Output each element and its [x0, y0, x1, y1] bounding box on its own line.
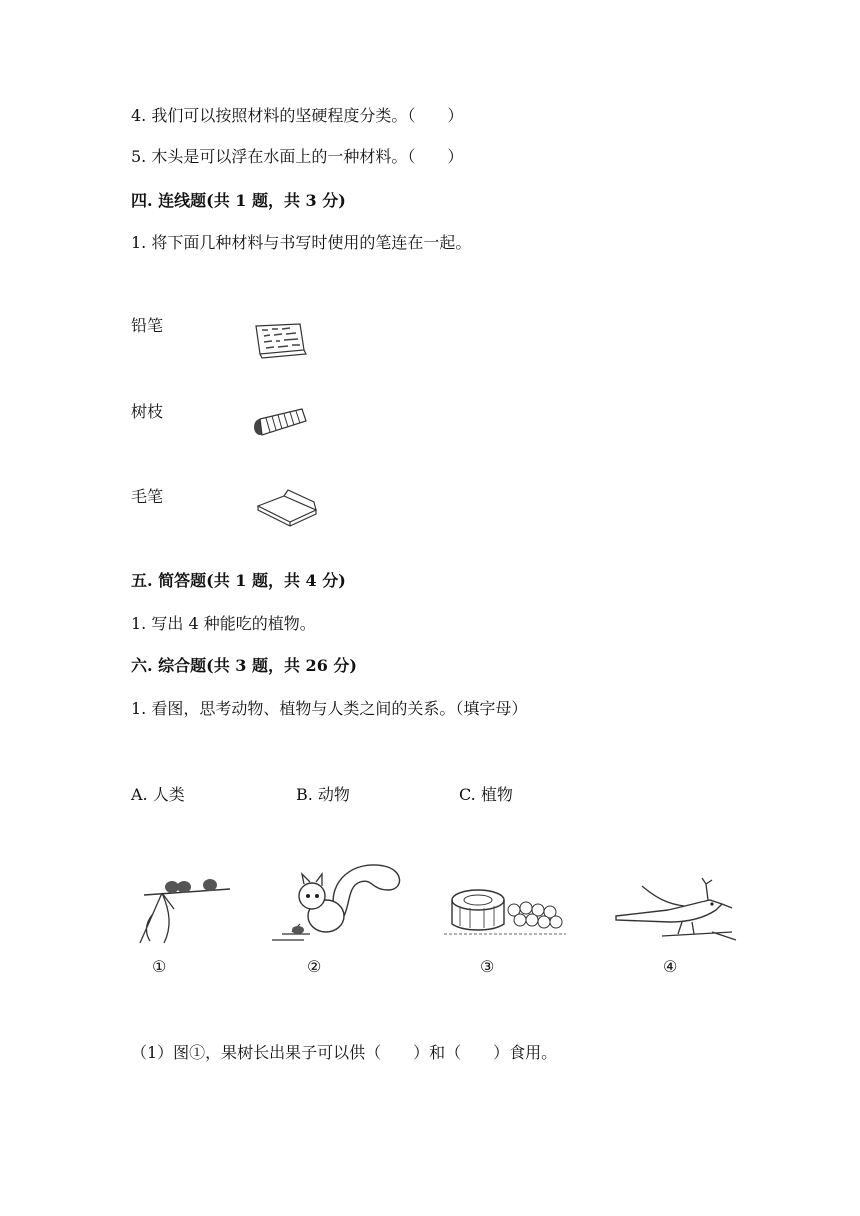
squirrel-icon	[264, 860, 406, 946]
pen-label-brush: 毛笔	[131, 487, 164, 506]
figure-label-2: ②	[307, 957, 322, 976]
matching-question: 1. 将下面几种材料与书写时使用的笔连在一起。	[131, 233, 472, 252]
section-heading-short-answer: 五. 简答题(共 1 题，共 4 分)	[131, 571, 346, 590]
pen-label-pencil: 铅笔	[131, 316, 164, 335]
bird-icon	[612, 876, 740, 946]
option-a: A. 人类	[131, 785, 185, 804]
option-b: B. 动物	[296, 785, 350, 804]
section-heading-matching: 四. 连线题(共 1 题，共 3 分)	[131, 191, 346, 210]
fruit-branch-icon	[134, 875, 234, 947]
short-answer-question: 1. 写出 4 种能吃的植物。	[131, 614, 316, 633]
section-heading-comprehensive: 六. 综合题(共 3 题，共 26 分)	[131, 656, 357, 675]
comprehensive-question: 1. 看图，思考动物、植物与人类之间的关系。（填字母）	[131, 699, 528, 718]
pen-label-twig: 树枝	[131, 402, 164, 421]
question-4: 4. 我们可以按照材料的坚硬程度分类。（ ）	[131, 106, 464, 125]
figure-label-3: ③	[480, 957, 495, 976]
book-icon	[252, 320, 308, 360]
figure-label-4: ④	[663, 957, 678, 976]
sub-question-1: （1）图①，果树长出果子可以供（ ）和（ ）食用。	[131, 1043, 558, 1062]
option-c: C. 植物	[459, 785, 513, 804]
open-book-icon	[254, 486, 320, 528]
scroll-icon	[252, 403, 308, 439]
question-5: 5. 木头是可以浮在水面上的一种材料。（ ）	[131, 147, 464, 166]
figure-label-1: ①	[152, 957, 167, 976]
tree-stump-icon	[444, 880, 570, 940]
